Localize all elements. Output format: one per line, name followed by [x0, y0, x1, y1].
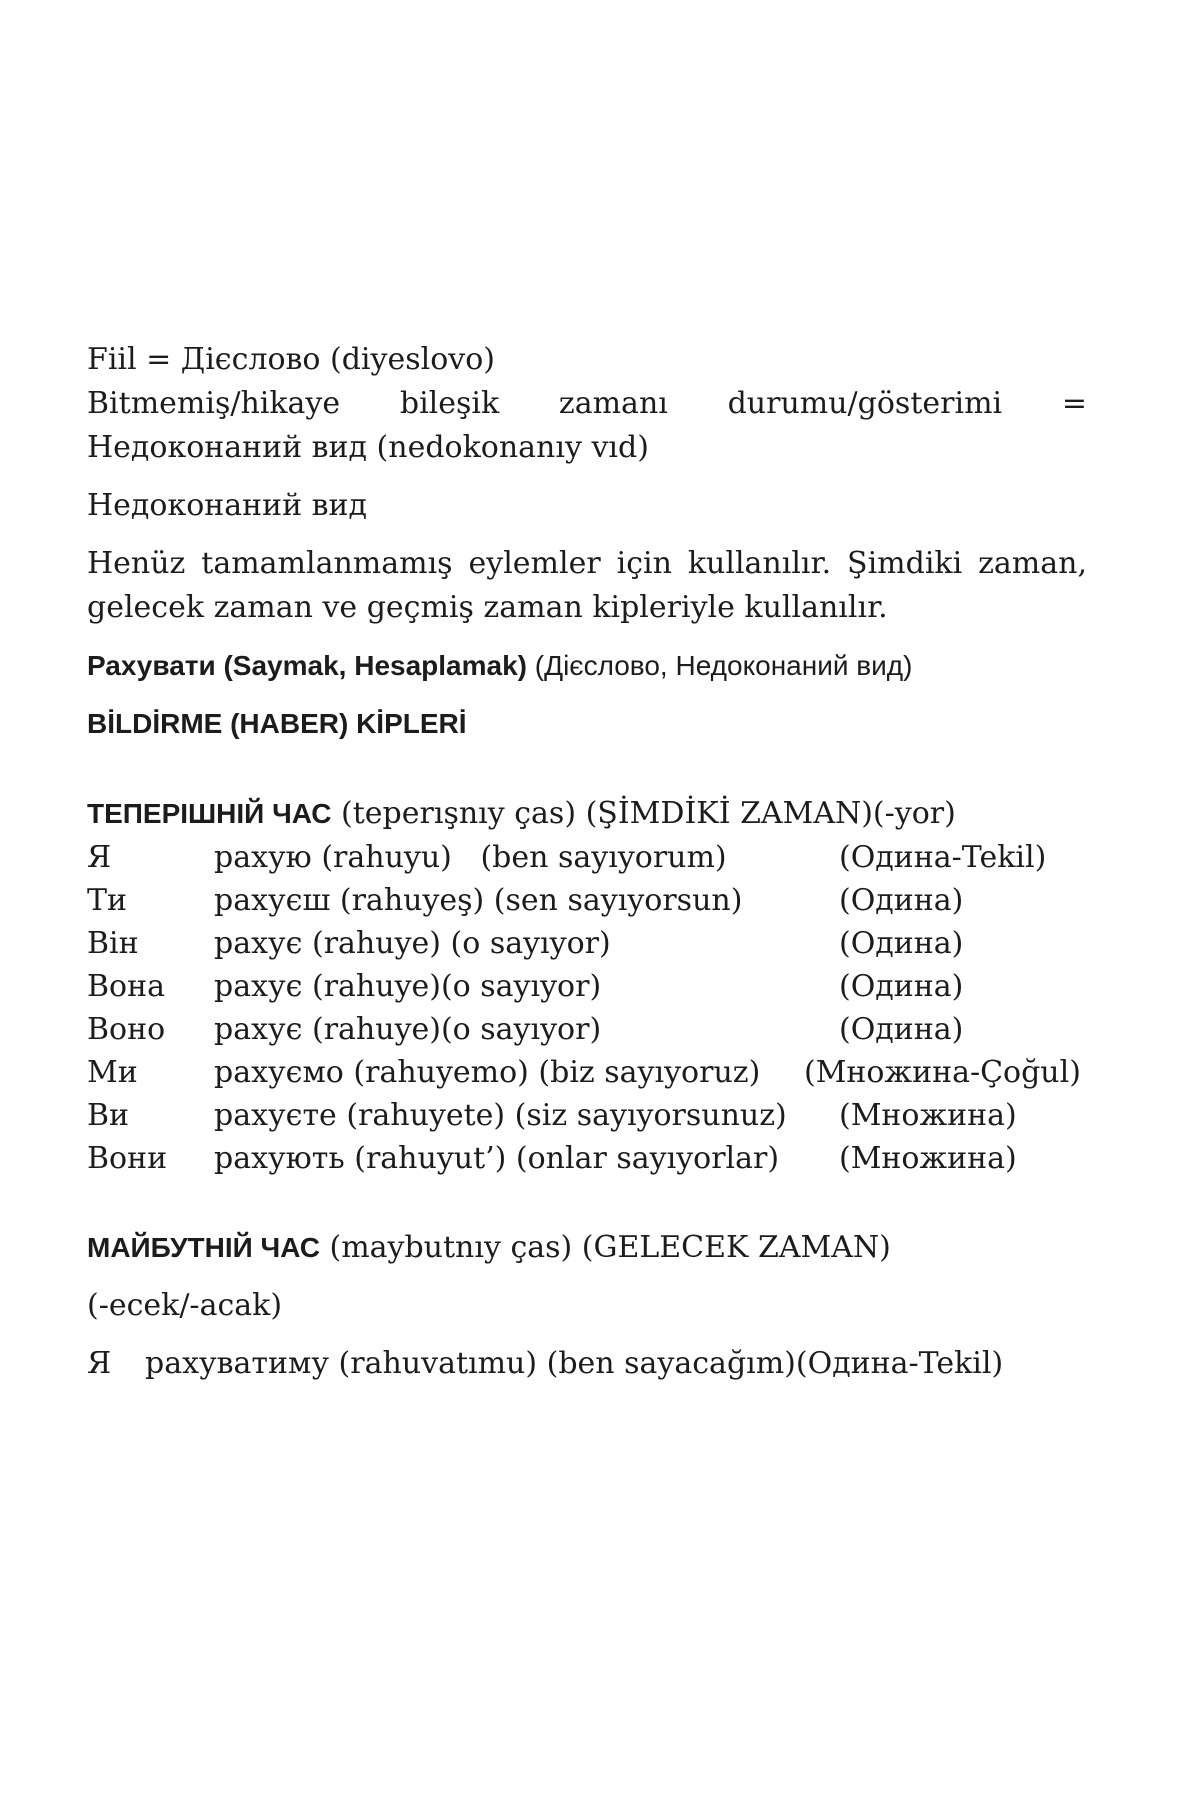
- number-label: (Множина): [839, 1098, 1017, 1133]
- verb-heading: [87, 644, 1087, 688]
- aspect-definition-line: Bitmemiş/hikaye bileşik zamanı durumu/gösterimi = Недоконаний вид (nedokonanıy vıd): [87, 386, 1087, 465]
- conjugation-row: [87, 836, 1087, 879]
- future-suffix: (-ecek/-acak): [87, 1288, 283, 1323]
- number-label: (Множина-Çoğul): [804, 1055, 1081, 1090]
- verb-heading-bold: Рахувати (Saymak, Hesaplamak): [87, 650, 527, 681]
- future-tense-title: МАЙБУТНІЙ ЧАС: [87, 1232, 320, 1263]
- number-label: (Одина): [839, 1012, 964, 1047]
- conjugation-row: [87, 1051, 1087, 1094]
- number-label: (Одина): [839, 969, 964, 1004]
- conjugation-row: [87, 1094, 1087, 1137]
- future-conjugation-row: [87, 1342, 1087, 1386]
- verb-form: рахуєш (rahuyeş) (sen sayıyorsun): [214, 883, 743, 918]
- verb-form: рахують (rahuyut’) (onlar sayıyorlar): [214, 1141, 780, 1176]
- pronoun: Ти: [87, 883, 128, 918]
- pronoun: Ми: [87, 1055, 138, 1090]
- pronoun: Вони: [87, 1141, 168, 1176]
- pronoun: Вона: [87, 969, 165, 1004]
- present-conjugation-table: [87, 836, 1087, 1180]
- verb-form: рахуватиму (rahuvatımu) (ben sayacağım)(Одина-Tekil): [145, 1346, 1004, 1381]
- pronoun: Він: [87, 926, 139, 961]
- future-tense-subtitle: (maybutnıy ças) (GELECEK ZAMAN): [319, 1230, 891, 1265]
- number-label: (Одина): [839, 883, 964, 918]
- conjugation-row: [87, 922, 1087, 965]
- conjugation-row: [87, 879, 1087, 922]
- pronoun: Ви: [87, 1098, 130, 1133]
- usage-paragraph: Henüz tamamlanmamış eylemler için kullanılır. Şimdiki zaman, gelecek zaman ve geçmiş zaman kipleriyle kullanılır.: [87, 546, 1087, 625]
- verb-form: рахуєте (rahuyete) (siz sayıyorsunuz): [214, 1098, 787, 1133]
- number-label: (Множина): [839, 1141, 1017, 1176]
- conjugation-row: [87, 965, 1087, 1008]
- conjugation-row: [87, 1137, 1087, 1180]
- verb-form: рахуємо (rahuyemo) (biz sayıyoruz): [214, 1055, 761, 1090]
- aspect-name: Недоконаний вид: [87, 488, 368, 523]
- pronoun: Я: [87, 840, 112, 875]
- conjugation-row: [87, 1008, 1087, 1051]
- verb-heading-rest: (Дієслово, Недоконаний вид): [527, 650, 913, 681]
- pronoun: Я: [87, 1346, 112, 1381]
- document-body: [87, 338, 1087, 1386]
- present-tense-title: ТЕПЕРІШНІЙ ЧАС: [87, 798, 332, 829]
- pronoun: Воно: [87, 1012, 166, 1047]
- verb-form: рахую (rahuyu) (ben sayıyorum): [214, 840, 727, 875]
- mood-heading: BİLDİRME (HABER) KİPLERİ: [87, 708, 467, 739]
- future-tense-heading: [87, 1226, 1087, 1270]
- definition-line: Fiil = Дієслово (diyeslovo): [87, 342, 495, 377]
- number-label: (Одина): [839, 926, 964, 961]
- verb-form: рахує (rahuye)(o sayıyor): [214, 969, 602, 1004]
- present-tense-subtitle: (teperışnıy ças) (ŞİMDİKİ ZAMAN)(-yor): [331, 796, 956, 831]
- verb-form: рахує (rahuye)(o sayıyor): [214, 1012, 602, 1047]
- verb-form: рахує (rahuye) (o sayıyor): [214, 926, 611, 961]
- number-label: (Одина-Tekil): [839, 840, 1047, 875]
- present-tense-heading: [87, 792, 1087, 836]
